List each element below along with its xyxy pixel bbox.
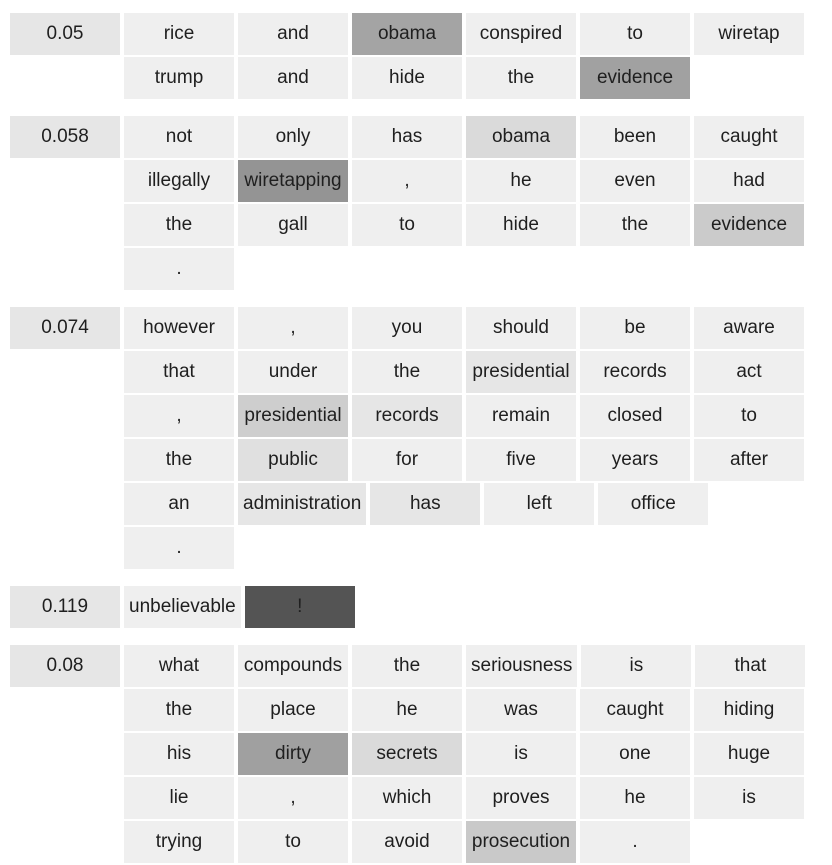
token: hide [352,57,462,99]
token: the [466,57,576,99]
token: presidential [466,351,576,393]
score-label: 0.08 [10,645,120,687]
token: obama [352,13,462,55]
token: and [238,13,348,55]
token: one [580,733,690,775]
token: the [124,439,234,481]
token: to [580,13,690,55]
token: that [124,351,234,393]
token: place [238,689,348,731]
token: , [238,307,348,349]
token: public [238,439,348,481]
token: records [352,395,462,437]
token: act [694,351,804,393]
token: to [352,204,462,246]
token: records [580,351,690,393]
token: however [124,307,234,349]
token: remain [466,395,576,437]
token: gall [238,204,348,246]
score-label: 0.074 [10,307,120,349]
token: years [580,439,690,481]
token: obama [466,116,576,158]
token: five [466,439,576,481]
token: ! [245,586,355,628]
token: the [352,351,462,393]
token: which [352,777,462,819]
token-list [124,13,818,101]
token: be [580,307,690,349]
token: an [124,483,234,525]
token: was [466,689,576,731]
token: been [580,116,690,158]
token: wiretapping [238,160,348,202]
token: is [466,733,576,775]
token: secrets [352,733,462,775]
score-label: 0.119 [10,586,120,628]
token: administration [238,483,366,525]
token: proves [466,777,576,819]
score-label: 0.058 [10,116,120,158]
token: what [124,645,234,687]
sentence-group [10,116,822,292]
token: even [580,160,690,202]
token: . [580,821,690,863]
token: evidence [580,57,690,99]
token: to [238,821,348,863]
token-list [124,307,818,571]
token: after [694,439,804,481]
token: presidential [238,395,348,437]
token: for [352,439,462,481]
token: under [238,351,348,393]
token: trying [124,821,234,863]
token: had [694,160,804,202]
token: seriousness [466,645,577,687]
token-list [124,586,818,630]
token: closed [580,395,690,437]
token: trump [124,57,234,99]
token: has [370,483,480,525]
token: , [238,777,348,819]
token: left [484,483,594,525]
token: you [352,307,462,349]
token: should [466,307,576,349]
token: his [124,733,234,775]
token: he [352,689,462,731]
token: caught [694,116,804,158]
token: hide [466,204,576,246]
token: that [695,645,805,687]
token: to [694,395,804,437]
token: has [352,116,462,158]
token: avoid [352,821,462,863]
token: the [124,204,234,246]
token: only [238,116,348,158]
sentence-group [10,307,822,571]
token: hiding [694,689,804,731]
token: evidence [694,204,804,246]
token: illegally [124,160,234,202]
token: huge [694,733,804,775]
token: the [124,689,234,731]
token: caught [580,689,690,731]
token: is [581,645,691,687]
token: lie [124,777,234,819]
token: prosecution [466,821,576,863]
token: dirty [238,733,348,775]
token: . [124,248,234,290]
token: he [466,160,576,202]
token: the [580,204,690,246]
token: conspired [466,13,576,55]
token: and [238,57,348,99]
token: , [352,160,462,202]
token-list [124,645,818,865]
token: is [694,777,804,819]
token: rice [124,13,234,55]
token: compounds [238,645,348,687]
token: . [124,527,234,569]
token: wiretap [694,13,804,55]
token: not [124,116,234,158]
token: he [580,777,690,819]
token: office [598,483,708,525]
token: the [352,645,462,687]
token: aware [694,307,804,349]
token-list [124,116,818,292]
sentence-group [10,645,822,865]
score-label: 0.05 [10,13,120,55]
token: , [124,395,234,437]
sentence-group [10,13,822,101]
token: unbelievable [124,586,241,628]
sentence-group [10,586,822,630]
